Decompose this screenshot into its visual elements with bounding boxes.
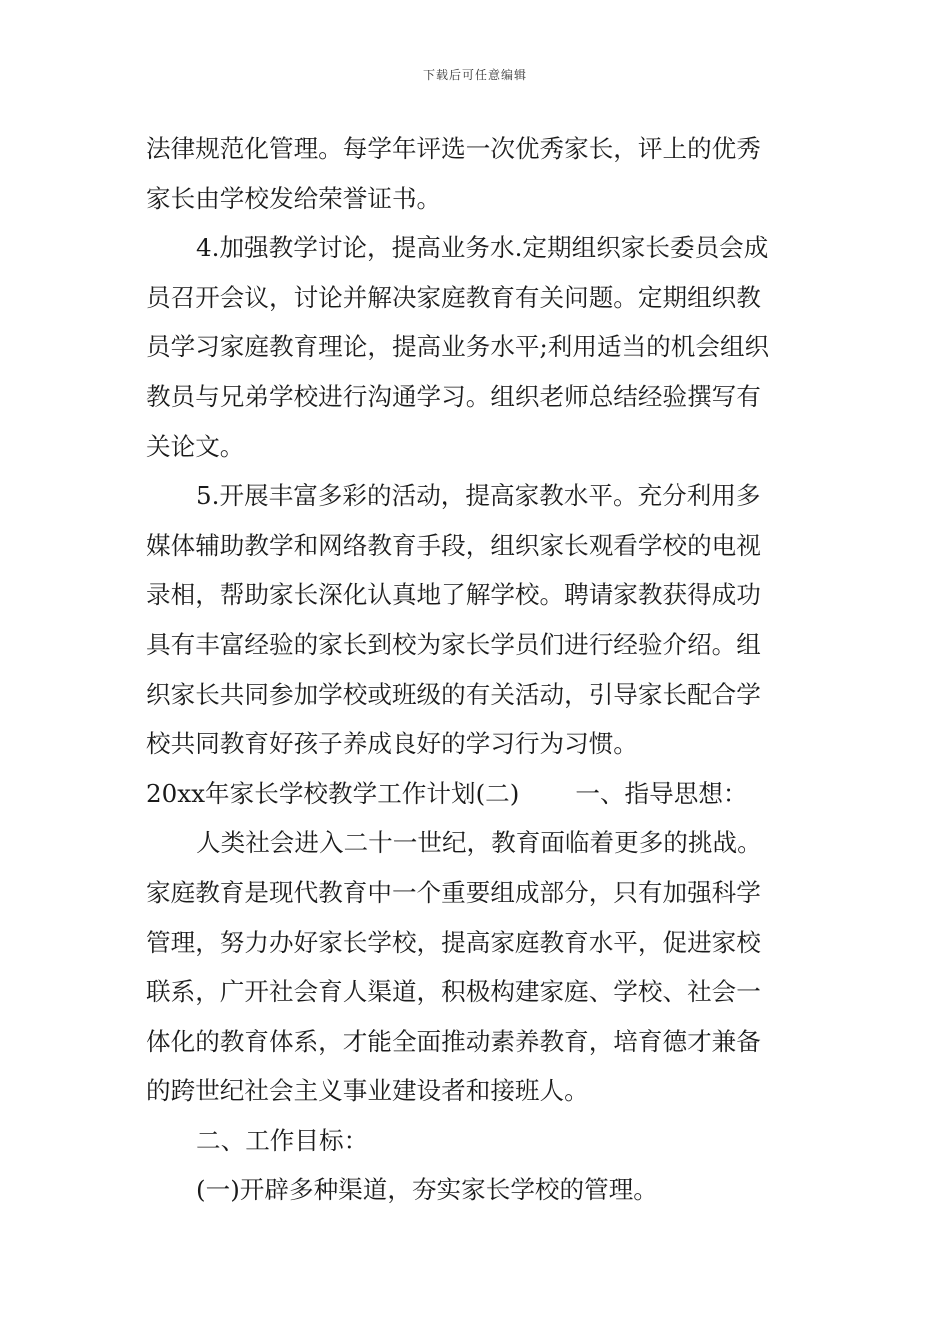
text-line: 体化的教育体系，才能全面推动素养教育，培育德才兼备 xyxy=(146,1026,761,1056)
text-line: 教员与兄弟学校进行沟通学习。组织老师总结经验撰写有 xyxy=(146,381,761,411)
document-body xyxy=(146,124,808,1215)
text-line: 的跨世纪社会主义事业建设者和接班人。 xyxy=(146,1076,589,1106)
subsection-heading: (一)开辟多种渠道，夯实家长学校的管理。 xyxy=(196,1175,658,1205)
text-line: 法律规范化管理。每学年评选一次优秀家长，评上的优秀 xyxy=(146,134,761,163)
text-line: 校共同教育好孩子养成良好的学习行为习惯。 xyxy=(146,729,638,759)
text-line: 员学习家庭教育理论，提高业务水平;利用适当的机会组织 xyxy=(146,332,770,362)
page-header: 下载后可任意编辑 xyxy=(422,68,527,82)
text-line: 5.开展丰富多彩的活动，提高家教水平。充分利用多 xyxy=(196,481,761,511)
text-line: 家庭教育是现代教育中一个重要组成部分，只有加强科学 xyxy=(146,877,761,907)
text-line: 管理，努力办好家长学校，提高家庭教育水平，促进家校 xyxy=(146,927,761,957)
text-line: 录相，帮助家长深化认真地了解学校。聘请家教获得成功 xyxy=(146,580,761,610)
plan-title-line xyxy=(146,769,808,819)
text-line: 人类社会进入二十一世纪，教育面临着更多的挑战。 xyxy=(196,828,762,858)
text-line: 4.加强教学讨论，提高业务水.定期组织家长委员会成 xyxy=(196,233,769,263)
text-line: 具有丰富经验的家长到校为家长学员们进行经验介绍。组 xyxy=(146,629,761,659)
text-line: 联系，广开社会育人渠道，积极构建家庭、学校、社会一 xyxy=(146,977,761,1007)
section-heading-guiding-thought: 一、指导思想： xyxy=(575,778,748,808)
text-line: 员召开会议，讨论并解决家庭教育有关问题。定期组织教 xyxy=(146,282,761,312)
text-line: 家长由学校发给荣誉证书。 xyxy=(146,183,442,213)
text-line: 织家长共同参加学校或班级的有关活动，引导家长配合学 xyxy=(146,679,761,709)
text-line: 媒体辅助教学和网络教育手段，组织家长观看学校的电视 xyxy=(146,530,761,560)
plan-title: 20xx年家长学校教学工作计划(二) xyxy=(146,778,520,808)
text-line: 关论文。 xyxy=(146,431,245,461)
section-heading-work-goals: 二、工作目标： xyxy=(196,1125,369,1155)
